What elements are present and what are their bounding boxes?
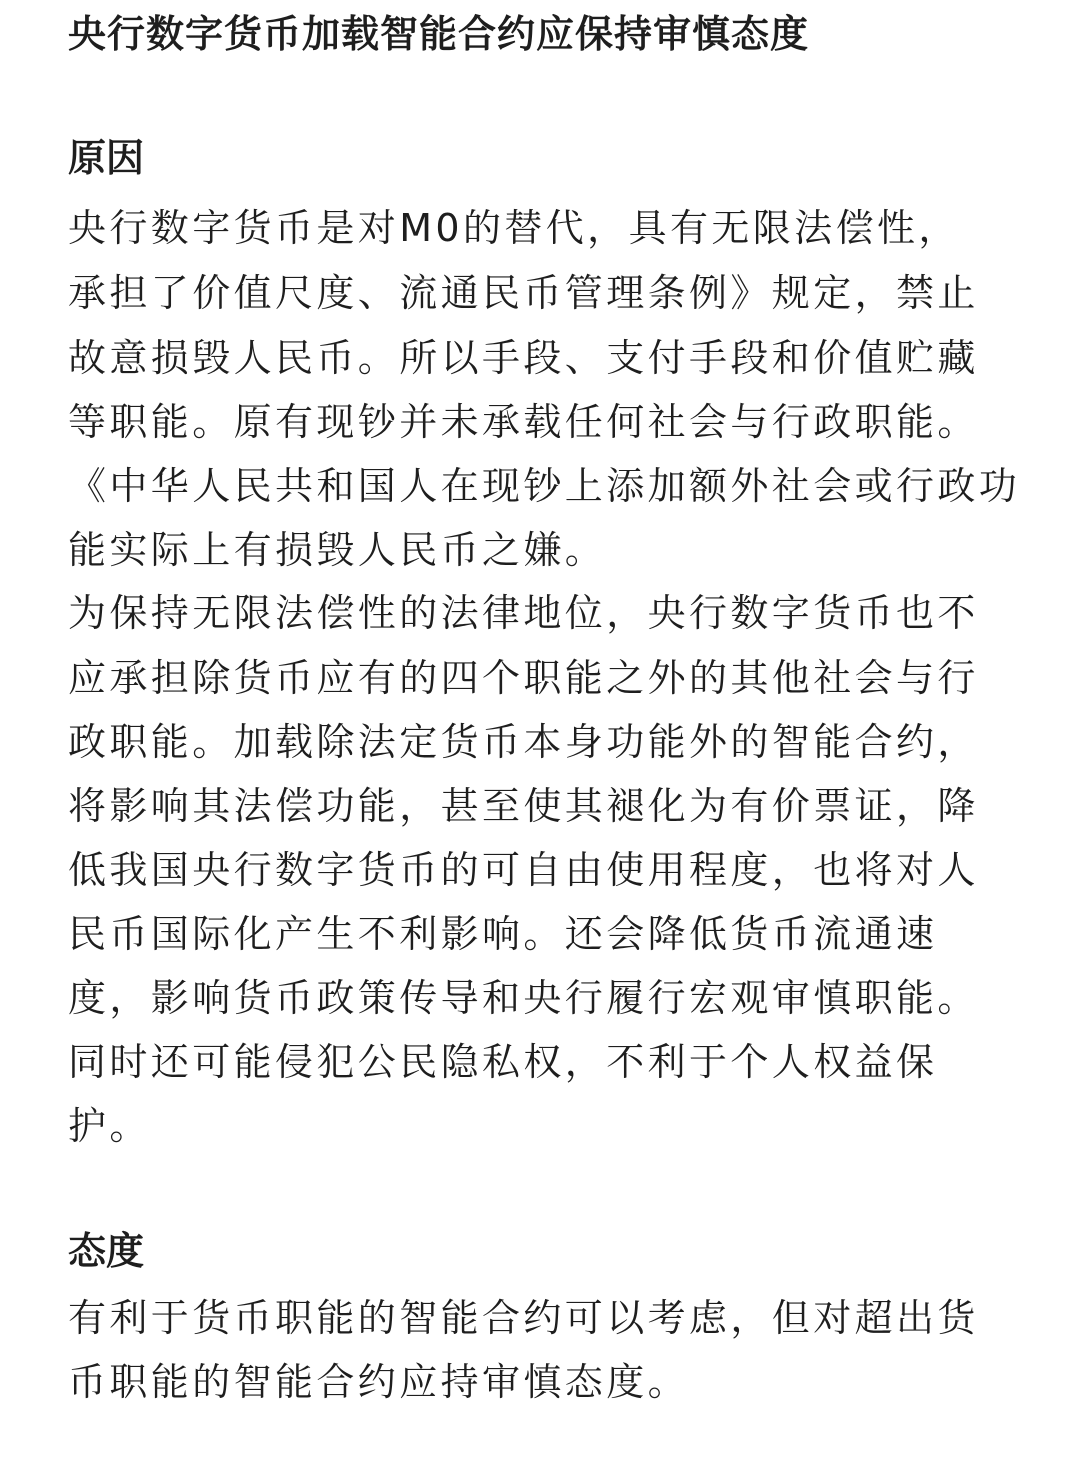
paragraph-line: 同时还可能侵犯公民隐私权，不利于个人权益保 <box>68 1040 938 1084</box>
paragraph-line: 民币国际化产生不利影响。还会降低货币流通速 <box>68 912 938 956</box>
paragraph-line: 央行数字货币是对M0的替代，具有无限法偿性， <box>68 206 960 250</box>
paragraph-line: 度，影响货币政策传导和央行履行宏观审慎职能。 <box>68 976 979 1020</box>
paragraph-line: 将影响其法偿功能，甚至使其褪化为有价票证，降 <box>68 784 979 828</box>
section-heading-attitude: 态度 <box>68 1229 145 1273</box>
article-title: 央行数字货币加载智能合约应保持审慎态度 <box>68 12 810 56</box>
paragraph-line: 《中华人民共和国人在现钞上添加额外社会或行政功 <box>68 464 1021 508</box>
paragraph-line: 应承担除货币应有的四个职能之外的其他社会与行 <box>68 656 979 700</box>
paragraph-line: 等职能。原有现钞并未承载任何社会与行政职能。 <box>68 400 979 444</box>
paragraph-line: 护。 <box>68 1104 151 1148</box>
paragraph-line: 有利于货币职能的智能合约可以考虑，但对超出货 <box>68 1296 979 1340</box>
paragraph-line: 币职能的智能合约应持审慎态度。 <box>68 1360 690 1404</box>
paragraph-line: 低我国央行数字货币的可自由使用程度，也将对人 <box>68 848 979 892</box>
paragraph-line: 为保持无限法偿性的法律地位，央行数字货币也不 <box>68 591 979 635</box>
paragraph-line: 承担了价值尺度、流通民币管理条例》规定，禁止 <box>68 271 979 315</box>
section-heading-reason: 原因 <box>68 136 145 180</box>
paragraph-line: 政职能。加载除法定货币本身功能外的智能合约， <box>68 720 979 764</box>
paragraph-line: 故意损毁人民币。所以手段、支付手段和价值贮藏 <box>68 336 979 380</box>
paragraph-line: 能实际上有损毁人民币之嫌。 <box>68 528 607 572</box>
